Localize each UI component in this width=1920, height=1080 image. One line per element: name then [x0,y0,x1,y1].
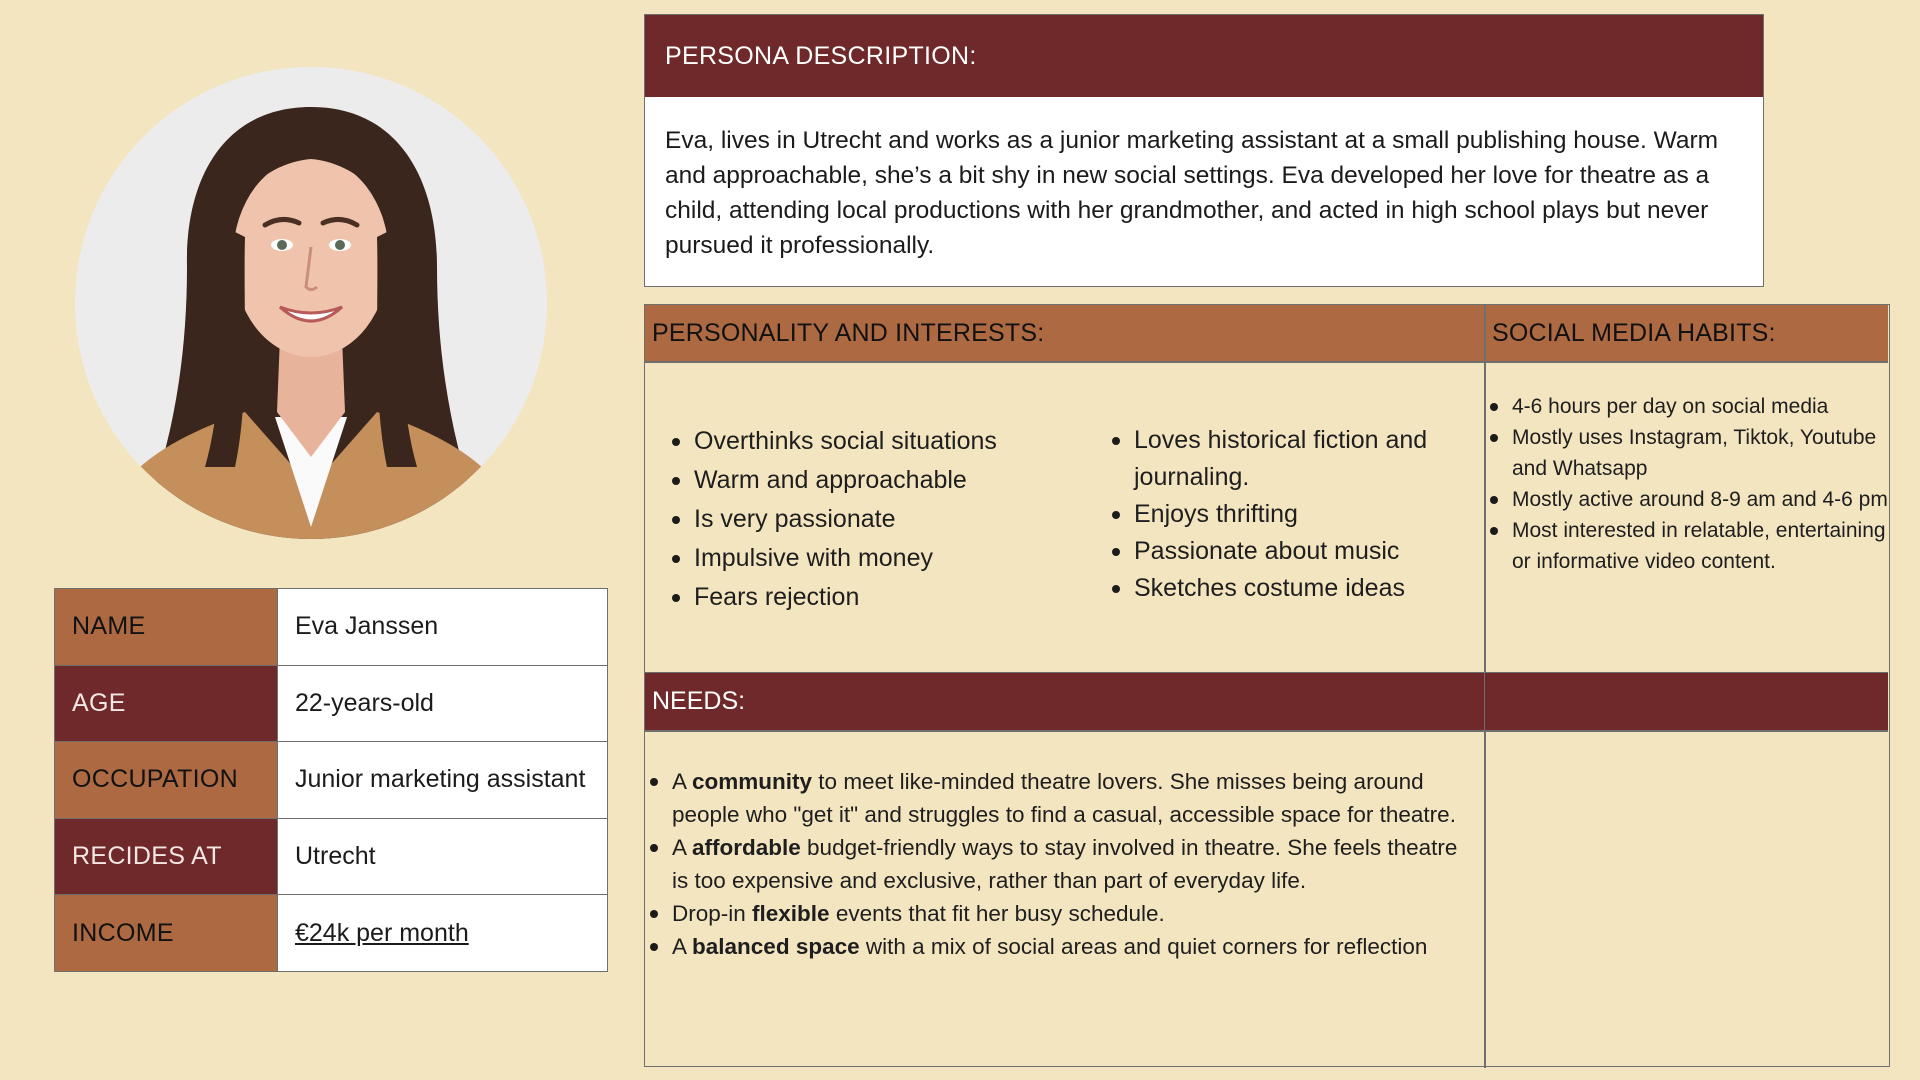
profile-row-income [55,895,607,971]
persona-portrait-illustration [75,67,547,539]
persona-photo [75,67,547,539]
profile-row-occupation [55,742,607,819]
profile-row-age [55,666,607,743]
divider [645,361,1888,363]
list-item: Most interested in relatable, entertaining or informative video content. [1485,515,1888,577]
list-item: Overthinks social situations [667,422,1077,461]
income-link[interactable]: €24k per month [295,918,469,947]
profile-value: Utrecht [277,819,607,895]
list-item: Mostly uses Instagram, Tiktok, Youtube and Whatsapp [1485,422,1888,484]
profile-row-residence [55,819,607,896]
list-item: Impulsive with money [667,539,1077,578]
needs-header: NEEDS: [645,673,1484,730]
profile-label: OCCUPATION [55,742,277,818]
persona-description-text: Eva, lives in Utrecht and works as a junior marketing assistant at a small publishing house. Warm and approachable, she’s a bit shy in new social settings. Eva developed her love for theatre as a child, attending local productions with her grandmother, and acted in high school plays but never pursued it professionally. [665,127,1719,259]
needs-header-filler [1485,673,1888,730]
personality-list-2 [1107,422,1467,607]
social-media-header: SOCIAL MEDIA HABITS: [1485,305,1888,361]
list-item: Passionate about music [1107,533,1467,570]
list-item: A affordable budget-friendly ways to stay involved in theatre. She feels theatre is too expensive and exclusive, rather than part of everyday life. [645,831,1465,897]
list-item: Warm and approachable [667,461,1077,500]
list-item: Mostly active around 8-9 am and 4-6 pm [1485,484,1888,515]
profile-label: NAME [55,589,277,665]
list-item: Loves historical fiction and journaling. [1107,422,1467,496]
profile-label: AGE [55,666,277,742]
profile-value[interactable] [277,895,607,971]
list-item: Drop-in flexible events that fit her busy schedule. [645,897,1465,930]
needs-list [645,765,1465,963]
profile-row-name [55,589,607,666]
social-media-list [1485,391,1888,577]
personality-header: PERSONALITY AND INTERESTS: [645,305,1484,361]
list-item: A balanced space with a mix of social areas and quiet corners for reflection [645,930,1465,963]
profile-label: INCOME [55,895,277,971]
divider [645,730,1888,732]
list-item: 4-6 hours per day on social media [1485,391,1888,422]
profile-label: RECIDES AT [55,819,277,895]
list-item: Is very passionate [667,500,1077,539]
persona-description-card [644,14,1764,287]
profile-value: 22-years-old [277,666,607,742]
profile-table [54,588,608,972]
list-item: Sketches costume ideas [1107,570,1467,607]
persona-details-grid [644,304,1890,1067]
profile-value: Eva Janssen [277,589,607,665]
list-item: Fears rejection [667,578,1077,617]
profile-value: Junior marketing assistant [277,742,607,818]
personality-list-1 [667,422,1077,617]
list-item: A community to meet like-minded theatre lovers. She misses being around people who "get it" and struggles to find a casual, accessible space for theatre. [645,765,1465,831]
persona-description-title: PERSONA DESCRIPTION: [645,15,1763,97]
list-item: Enjoys thrifting [1107,496,1467,533]
